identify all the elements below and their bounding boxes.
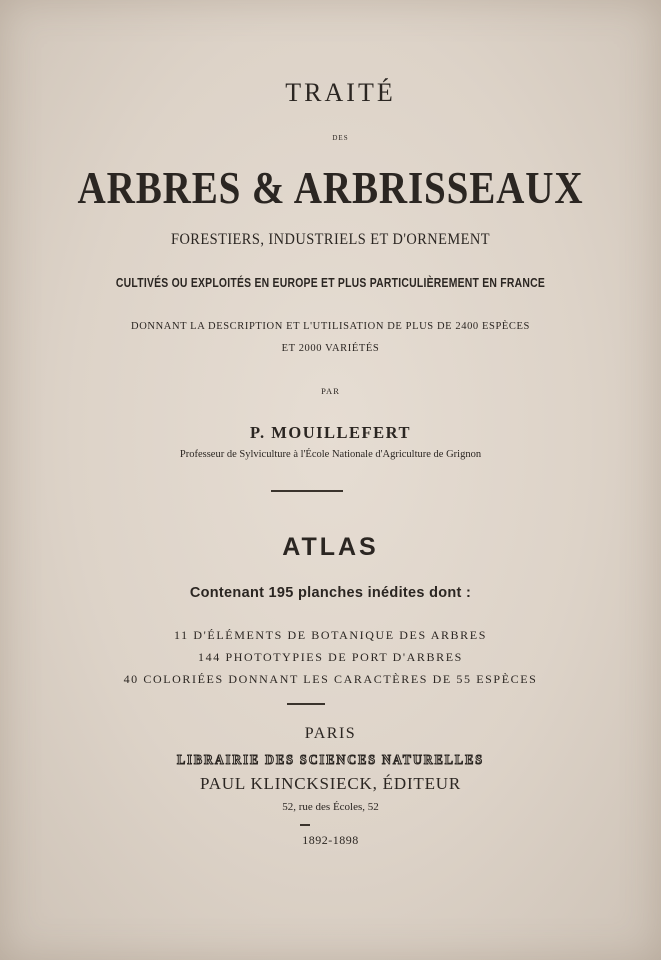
publisher-library: LIBRAIRIE DES SCIENCES NATURELLES: [176, 753, 485, 768]
title-line-des: DES: [332, 134, 349, 142]
cultivation-line: CULTIVÉS OU EXPLOITÉS EN EUROPE ET PLUS PARTICULIÈREMENT EN FRANCE: [115, 275, 546, 290]
author-name: P. MOUILLEFERT: [249, 423, 411, 442]
author-title: Professeur de Sylviculture à l'École Nationale d'Agriculture de Grignon: [179, 449, 482, 460]
publisher-address: 52, rue des Écoles, 52: [282, 801, 379, 813]
publisher-editor: PAUL KLINCKSIECK, ÉDITEUR: [200, 774, 461, 793]
atlas-heading: ATLAS: [282, 533, 379, 561]
title-line-traite: TRAITÉ: [285, 78, 396, 107]
description-line-2: ET 2000 VARIÉTÉS: [281, 343, 380, 354]
plates-line: 144 PHOTOTYPIES DE PORT D'ARBRES: [198, 650, 463, 664]
main-title: ARBRES & ARBRISSEAUX: [77, 162, 584, 213]
description-line-1: DONNANT LA DESCRIPTION ET L'UTILISATION DE PLUS DE 2400 ESPÈCES: [131, 321, 530, 332]
par-label: PAR: [321, 386, 340, 396]
publication-years: 1892-1898: [302, 833, 359, 847]
divider-rule: [300, 824, 310, 826]
divider-rule: [287, 703, 325, 705]
atlas-contents: Contenant 195 planches inédites dont :: [189, 585, 472, 601]
publisher-city: PARIS: [304, 725, 357, 742]
plates-line: 40 COLORIÉES DONNANT LES CARACTÈRES DE 55 ESPÈCES: [123, 672, 538, 686]
subtitle: FORESTIERS, INDUSTRIELS ET D'ORNEMENT: [171, 231, 490, 248]
plates-line: 11 D'ÉLÉMENTS DE BOTANIQUE DES ARBRES: [174, 628, 487, 642]
divider-rule: [271, 490, 343, 492]
